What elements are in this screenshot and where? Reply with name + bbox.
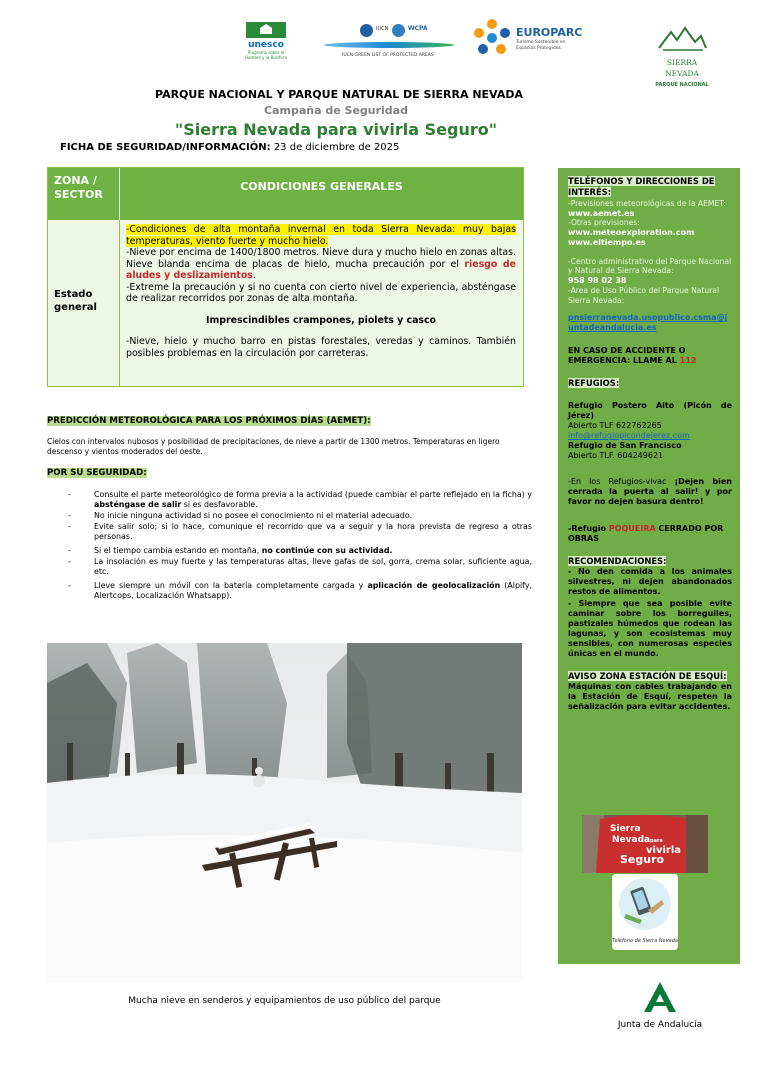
public-use-area-label: -Área de Uso Público del Parque Natural Sierra Nevada: [568,285,720,305]
iucn-circle-icon [360,24,373,37]
list-item: - Si el tiempo cambia estando en montaña, no continúe con su actividad. [68,546,393,555]
poqueira-text-a: -Refugio [568,524,609,534]
snow-text-a: -Nieve por encima de 1400/1800 metros. Nieve dura y mucho hielo en zonas altas. Nieve blanda encima de placas de hielo, mucha precaución por el [126,247,517,270]
sierra-nevada-logo-subtext: PARQUE NACIONAL [655,82,709,88]
europarc-subtext: Turismo Sostenible en Espacios Protegidos [516,40,566,51]
other-forecasts-label: -Otras previsiones: [568,218,640,228]
conditions-cell [126,224,516,359]
phone-card-image [612,874,678,950]
junta-text: Junta de Andalucía [617,1020,703,1030]
campaign-title: "Sierra Nevada para vivirla Seguro" [174,120,498,139]
emergency-number[interactable]: 112 [679,356,697,366]
forecast-text: Cielos con intervalos nubosos y posibilidad de precipitaciones, de nieve a partir de 1300 metros. Temperaturas en ligero descenso y vientos moderados del oeste. [47,437,500,456]
sierra-nevada-logo-text-2: NEVADA [665,69,699,78]
mountain-icon [657,26,707,52]
green-list-text: IUCN GREEN LIST OF PROTECTED AREAS [342,53,434,58]
conditions-table-row [48,220,523,386]
shirt-text-2: Nevada [612,835,651,845]
iucn-green-list-logo [322,22,458,62]
junta-a-icon [640,980,680,1014]
europarc-text: EUROPARC [516,26,583,39]
recommendation-1: - No den comida a los animales silvestres, ni dejen abandonados restos de alimentos. [568,567,732,597]
meteoexploration-link[interactable]: www.meteoexploration.com [568,227,695,237]
conditions-column-header: CONDICIONES GENERALES [240,180,403,193]
park-name-heading: PARQUE NACIONAL Y PARQUE NATURAL DE SIERRA NEVADA [155,88,523,101]
refugio-san-francisco: Refugio de San Francisco [568,441,682,451]
phones-title: TELÉFONOS Y DIRECCIONES DE INTERÉS: [568,176,715,197]
ficha-label: FICHA DE SEGURIDAD/INFORMACIÓN: [60,142,271,153]
emergency-text [568,346,732,366]
admin-center-label: -Centro administrativo del Parque Nacional y Natural de Sierra Nevada: [568,256,732,276]
safety-list [60,490,532,602]
safety-item-text: Consulte el parte meteorológico de forma previa a la actividad (puede cambiar el parte reflejado en la ficha) y [94,490,532,499]
conditions-table [47,167,524,387]
poqueira-notice [568,524,732,544]
green-list-wave-icon [324,42,454,48]
photo-caption: Mucha nieve en senderos y equipamientos de uso público del parque [128,996,441,1006]
safety-item-text: No inicie ninguna actividad si no posee el conocimiento ni el material adecuado. [94,511,413,520]
safety-item-text-end: (Alpify, Alertcops, Localización Whatsapp). [94,581,532,600]
alpine-conditions-text: -Condiciones de alta montaña invernal en toda Sierra Nevada: muy bajas temperaturas, viento fuerte y mucho hielo. [126,224,516,247]
refugio-postero-alto-phone: Abierto TLF 622762265 [568,421,662,431]
admin-center-phone[interactable]: 958 98 02 38 [568,275,627,285]
safety-item-bold: absténgase de salir [94,500,182,509]
poqueira-text-c: CERRADO POR OBRAS [568,524,724,544]
trail-conditions-text: -Nieve, hielo y mucho barro en pistas forestales, veredas y caminos. También posibles problemas en la circulación por carreteras. [126,336,516,359]
vivac-warning: ¡Dejen bien cerrada la puerta al salir! y por favor no dejen basura dentro! [568,477,733,507]
snow-text-c: . [252,270,256,281]
refugio-san-francisco-phone: Abierto TLF. 604249621 [568,451,664,461]
unesco-temple-icon [246,22,286,38]
shirt-text-5: Seguro [620,853,665,866]
safety-item-bold: aplicación de geolocalización [367,581,501,590]
wcpa-circle-icon [392,24,405,37]
forecast-title: PREDICCIÓN METEOROLÓGICA PARA LOS PRÓXIMOS DÍAS (AEMET): [47,416,371,426]
safety-item-text: Lleve siempre un móvil con la batería completamente cargada y [94,581,368,590]
conditions-table-header [48,168,523,220]
unesco-logo [244,22,288,60]
list-item: - Lleve siempre un móvil con la batería completamente cargada y aplicación de geolocalización (Alpify, Alertcops, Localización Whatsapp). [68,581,532,600]
europarc-star-icon [472,18,512,58]
aemet-label: -Previsiones meteorológicas de la AEMET: [568,199,726,208]
zone-cell: Estado general [48,220,120,386]
junta-de-andalucia-logo [612,980,708,1030]
list-item: - Evite salir solo; si lo hace, comunique el recorrido que va a seguir y la hora prevista de regreso a otras personas. [68,522,532,541]
safety-item-text: Si el tiempo cambia estando en montaña, [94,546,262,555]
safety-item-text: Evite salir solo; si lo hace, comunique el recorrido que va a seguir y la hora prevista de regreso a otras personas. [94,522,532,541]
unesco-logo-text: unesco [248,40,284,50]
sierra-nevada-logo-text-1: SIERRA [666,58,698,67]
recommendation-2: - Siempre que sea posible evite caminar sobre los borreguiles, pastizales húmedos que rodean las lagunas, y son ecosistemas muy sensibles, con numerosas especies únicas en el mundo. [568,599,732,659]
recommendations-title: RECOMENDACIONES: [568,556,667,567]
safety-item-bold: no continúe con su actividad. [261,546,393,555]
vivac-text: -En los Refugios-vivac [568,477,675,487]
safety-title: POR SU SEGURIDAD: [47,468,147,478]
europarc-logo [472,18,582,62]
shirt-text-3: para [650,838,663,844]
phone-card-caption: Teléfono de Sierra Nevada [612,938,678,944]
safety-item-text-end: si es desfavorable. [181,500,258,509]
campaign-subtitle: Campaña de Seguridad [264,104,408,117]
list-item: - No inicie ninguna actividad si no posee el conocimiento ni el material adecuado. [68,511,413,520]
ski-warning-text: Máquinas con cables trabajando en la Estación de Esquí, respeten la señalización para evitar accidentes. [568,682,732,712]
emergency-label: EN CASO DE ACCIDENTE O EMERGENCIA: LLAME AL [568,346,686,366]
aemet-link[interactable]: www.aemet.es [568,208,635,218]
public-use-email-link[interactable]: pnsierranevada.usopublico.csma@juntadeandalucia.es [568,313,728,333]
list-item: - Consulte el parte meteorológico de forma previa a la actividad (puede cambiar el parte reflejado en la ficha) y absténgase de salir si es desfavorable. [68,490,532,509]
campaign-shirt-image [582,815,708,873]
wcpa-text: WCPA [408,25,428,32]
ski-warning-title: AVISO ZONA ESTACIÓN DE ESQUÍ: [568,671,727,682]
unesco-logo-subtext: Programa sobre el Hombre y la Biosfera [244,50,287,60]
refugios-title: REFUGIOS: [568,378,620,389]
essential-gear-text: Imprescindibles crampones, piolets y casco [206,314,436,326]
ficha-date: 23 de diciembre de 2025 [273,142,400,153]
eltiempo-link[interactable]: www.eltiempo.es [568,237,646,247]
safety-item-text: La insolación es muy fuerte y las temperaturas altas, lleve gafas de sol, gorra, crema solar, suficiente agua, etc. [94,557,532,576]
refugio-email-link[interactable]: info@refugiopicondejerez.com [568,431,690,441]
poqueira-name: POQUEIRA [608,524,656,534]
caution-text: -Extreme la precaución y si no cuenta con cierto nivel de experiencia, absténgase de realizar recorridos por zonas de alta montaña. [126,281,516,304]
ficha-line [60,142,399,153]
snow-conditions-text [126,247,516,282]
avalanche-risk-text: riesgo de aludes y deslizamientos [126,258,516,281]
snowy-forest-photo [47,643,522,982]
iucn-text: IUCN [376,26,389,32]
refugio-postero-alto: Refugio Postero Alto (Picón de Jérez) [568,401,732,421]
vivac-notice [568,477,732,507]
shirt-text-4: vivirla [646,845,681,856]
shirt-text-1: Sierra [610,824,641,834]
list-item: - La insolación es muy fuerte y las temperaturas altas, lleve gafas de sol, gorra, crema solar, suficiente agua, etc. [68,557,532,576]
zone-column-header: ZONA / SECTOR [48,168,120,220]
